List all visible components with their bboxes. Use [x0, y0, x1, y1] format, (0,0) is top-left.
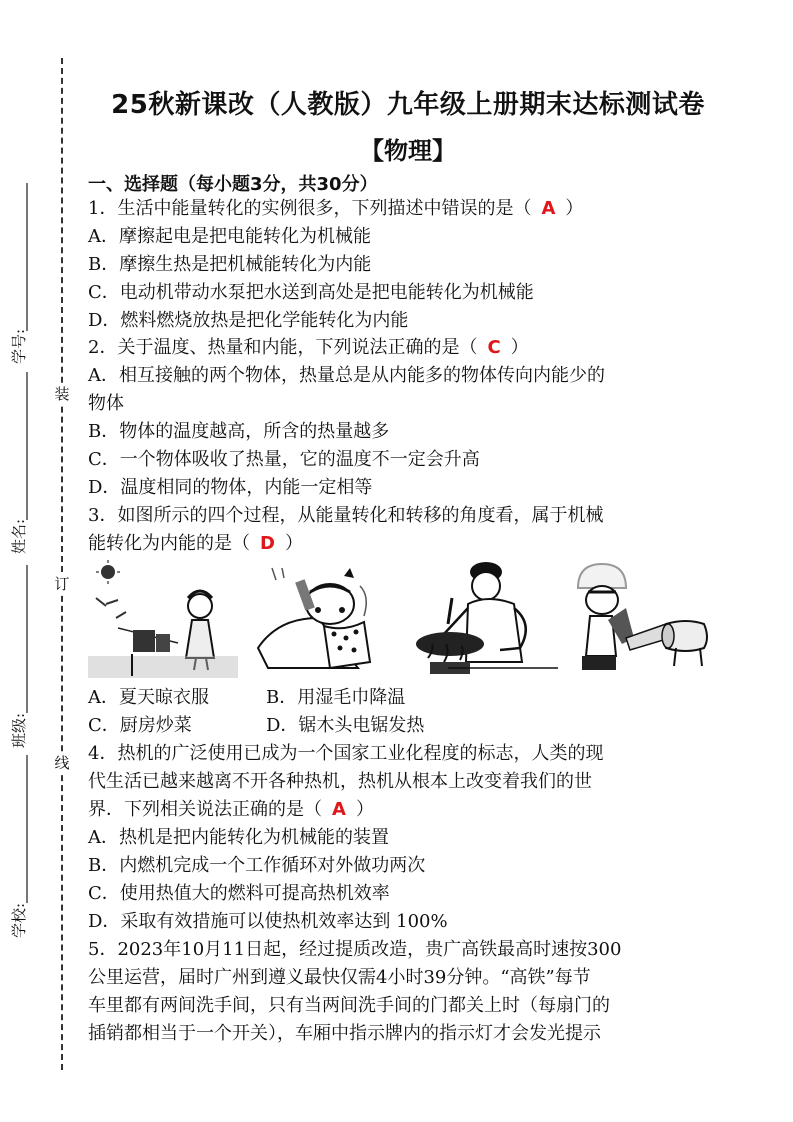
question-4-option-c: C．使用热值大的燃料可提高热机效率: [88, 883, 390, 904]
question-2-option-b: B．物体的温度越高，所含的热量越多: [88, 421, 390, 442]
question-2-option-a: A．相互接触的两个物体，热量总是从内能多的物体传向内能少的: [88, 365, 605, 386]
question-4-text: 界．下列相关说法正确的是（: [88, 799, 322, 820]
question-4-option-d: D．采取有效措施可以使热机效率达到 100%: [88, 911, 448, 932]
question-2-close: ）: [510, 337, 529, 358]
question-4-option-a: A．热机是把内能转化为机械能的装置: [88, 827, 389, 848]
question-1-option-d: D．燃料燃烧放热是把化学能转化为内能: [88, 310, 409, 331]
question-5-stem-line-2: 公里运营，届时广州到遵义最快仅需4小时39分钟。“高铁”每节: [88, 967, 591, 988]
question-1-close: ）: [565, 198, 584, 219]
question-3-stem: [88, 532, 303, 556]
question-2-option-d: D．温度相同的物体，内能一定相等: [88, 477, 373, 498]
class-label: 班级:: [10, 712, 28, 748]
question-4-option-b: B．内燃机完成一个工作循环对外做功两次: [88, 855, 426, 876]
question-3-option-d: D．锯木头电锯发热: [266, 715, 425, 736]
school-label: 学校:: [10, 902, 28, 938]
question-3-text: 能转化为内能的是（: [88, 533, 250, 554]
student-id-label: 学号:: [10, 328, 28, 364]
question-3-option-c: C．厨房炒菜: [88, 715, 192, 736]
binding-margin: [0, 0, 80, 1122]
binding-mark-zhuang: 装: [54, 385, 70, 403]
drying-clothes-figure: [88, 558, 238, 680]
question-2-answer: C: [487, 337, 501, 358]
question-4-close: ）: [355, 799, 374, 820]
student-id-line[interactable]: [26, 183, 28, 331]
question-3-option-b: B．用湿毛巾降温: [266, 687, 406, 708]
wet-towel-figure: [248, 558, 398, 680]
question-1-option-b: B．摩擦生热是把机械能转化为内能: [88, 254, 372, 275]
question-3-figures: [88, 558, 718, 683]
page-title: 25秋新课改（人教版）九年级上册期末达标测试卷: [111, 90, 705, 120]
binding-dashed-line: [61, 58, 63, 1070]
name-line[interactable]: [26, 372, 28, 520]
section-heading: 一、选择题（每小题3分，共30分）: [88, 174, 378, 195]
question-4-stem: [88, 798, 374, 822]
question-5-stem-line-4: 插销都相当于一个开关），车厢中指示牌内的指示灯才会发光提示: [88, 1023, 601, 1044]
question-2-stem: [88, 336, 529, 360]
name-label: 姓名:: [10, 518, 28, 554]
question-1-answer: A: [541, 198, 556, 219]
binding-mark-ding: 订: [54, 575, 70, 593]
question-4-answer: A: [332, 799, 346, 820]
question-1-text: 1．生活中能量转化的实例很多，下列描述中错误的是（: [88, 198, 532, 219]
question-2-option-a-cont: 物体: [88, 393, 124, 414]
question-3-options-row-2: [88, 714, 424, 738]
sawing-wood-figure: [568, 558, 718, 680]
school-line[interactable]: [26, 755, 28, 903]
question-3-stem-line-1: 3．如图所示的四个过程，从能量转化和转移的角度看，属于机械: [88, 505, 604, 526]
question-3-answer: D: [260, 533, 275, 554]
question-3-option-a: A．夏天晾衣服: [88, 687, 209, 708]
question-5-stem-line-1: 5．2023年10月11日起，经过提质改造，贵广高铁最高时速按300: [88, 939, 622, 960]
binding-mark-xian: 线: [54, 754, 70, 772]
question-2-text: 2．关于温度、热量和内能，下列说法正确的是（: [88, 337, 478, 358]
question-4-stem-line-2: 代生活已越来越离不开各种热机，热机从根本上改变着我们的世: [88, 771, 592, 792]
question-1-option-a: A．摩擦起电是把电能转化为机械能: [88, 226, 371, 247]
class-line[interactable]: [26, 565, 28, 713]
question-1-stem: [88, 197, 583, 221]
question-1-option-c: C．电动机带动水泵把水送到高处是把电能转化为机械能: [88, 282, 534, 303]
question-3-close: ）: [284, 533, 303, 554]
question-2-option-c: C．一个物体吸收了热量，它的温度不一定会升高: [88, 449, 480, 470]
question-5-stem-line-3: 车里都有两间洗手间，只有当两间洗手间的门都关上时（每扇门的: [88, 995, 610, 1016]
question-3-options-row-1: [88, 686, 405, 710]
subject-title: 【物理】: [360, 137, 456, 165]
question-4-stem-line-1: 4．热机的广泛使用已成为一个国家工业化程度的标志，人类的现: [88, 743, 604, 764]
cooking-figure: [408, 558, 558, 680]
